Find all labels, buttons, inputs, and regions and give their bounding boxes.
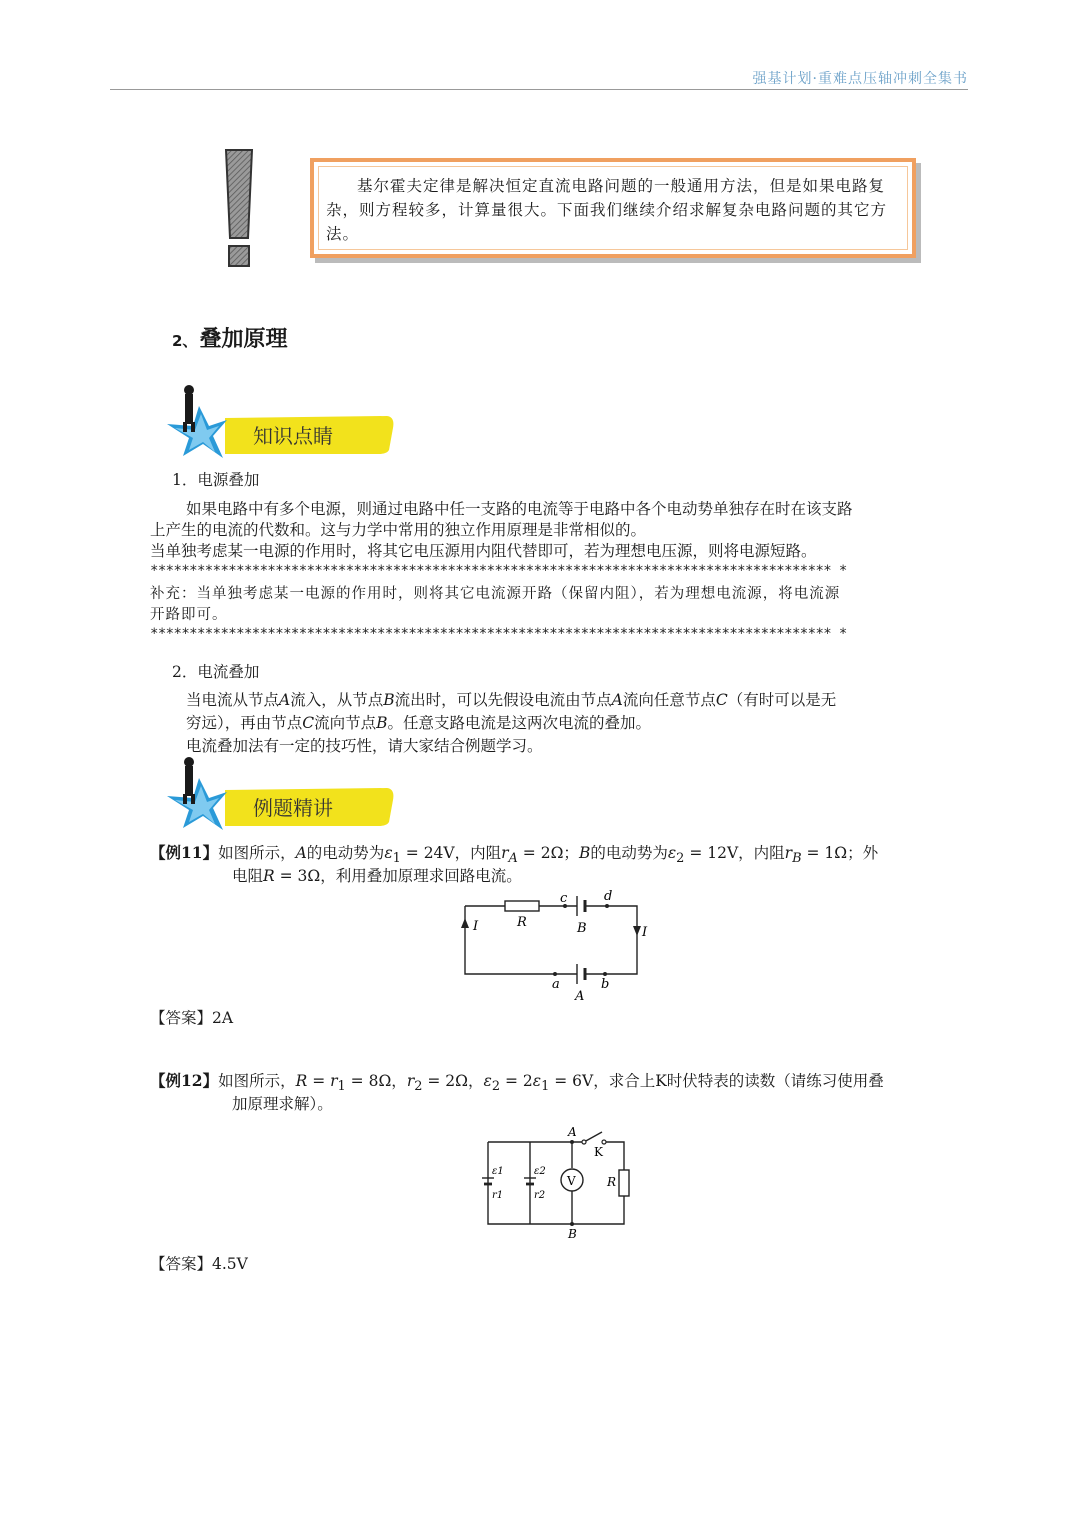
note-text: 基尔霍夫定律是解决恒定直流电路问题的一般通用方法，但是如果电路复杂，则方程较多，计算量很大。下面我们继续介绍求解复杂电路问题的其它方法。 — [326, 177, 888, 243]
voltmeter-icon: V — [567, 1174, 576, 1188]
example-banner — [165, 756, 395, 836]
fig2-label-e2: ε2 — [534, 1166, 546, 1177]
fig1-label-a: a — [552, 977, 560, 992]
header-title: 强基计划·重难点压轴冲刺全集书 — [752, 71, 968, 87]
ex12-answer-value: 4.5V — [212, 1255, 248, 1273]
ex11-line2: 电阻R = 3Ω，利用叠加原理求回路电流。 — [232, 867, 522, 885]
ex11-answer — [150, 1008, 233, 1029]
fig1-label-I-left: I — [473, 919, 479, 934]
item2-para1-line2: 穷远），再由节点C流向节点B。任意支路电流是这两次电流的叠加。 — [186, 714, 652, 732]
fig2-label-R: R — [607, 1175, 617, 1189]
ex12-line2: 加原理求解）。 — [232, 1095, 333, 1113]
ex12-label: 【例12】 — [150, 1071, 219, 1090]
fig2-label-B: B — [568, 1227, 577, 1240]
section-title — [172, 322, 287, 353]
ex11-circuit-figure — [455, 886, 655, 1004]
knowledge-banner-label: 知识点睛 — [253, 424, 333, 448]
fig1-label-b: b — [601, 977, 610, 992]
note-box — [310, 158, 916, 258]
item1-para1-line2: 上产生的电流的代数和。这与力学中常用的独立作用原理是非常相似的。 — [150, 521, 647, 539]
section-title-text: 叠加原理 — [199, 327, 288, 352]
item2-title: 2．电流叠加 — [172, 663, 260, 681]
ex11-line1: 【例11】如图所示，A的电动势为$\varepsilon_1 = 24V$，内阻$r_A = 2\Omega$；B的电动势为$\varepsilon_2 = 12V$，内阻$r_B = 1\Omega$；外 — [150, 843, 879, 867]
section-number: 2、 — [172, 332, 198, 350]
star-divider-top: *************************************************************************************** * — [150, 563, 847, 579]
fig2-label-A: A — [568, 1125, 577, 1139]
ex12-line1: 【例12】如图所示，$R = r_1 = 8\Omega$，$r_2 = 2\Omega$，$\varepsilon_2 = 2\varepsilon_1 = 6V$，求合上K时伏特表的读数（请练习使用叠 — [150, 1071, 884, 1095]
star-divider-bottom: *************************************************************************************** * — [150, 626, 847, 642]
supplement-line1: 补充：当单独考虑某一电源的作用时，则将其它电流源开路（保留内阻），若为理想电流源，将电流源 — [150, 586, 841, 602]
fig1-label-A: A — [575, 989, 585, 1004]
ex12-circuit-figure — [476, 1124, 638, 1240]
example-banner-label: 例题精讲 — [253, 796, 333, 820]
fig2-label-r2: r2 — [534, 1190, 546, 1201]
item1-para1-line1: 如果电路中有多个电源，则通过电路中任一支路的电流等于电路中各个电动势单独存在时在该支路 — [186, 500, 853, 518]
fig1-label-B: B — [577, 921, 587, 936]
fig1-label-I-right: I — [642, 925, 648, 940]
fig2-label-K: K — [594, 1145, 603, 1159]
fig2-label-r1: r1 — [492, 1190, 504, 1201]
item1-title: 1．电源叠加 — [172, 471, 260, 489]
ex12-answer-label: 【答案】 — [150, 1255, 213, 1273]
fig2-label-e1: ε1 — [492, 1166, 504, 1177]
supplement-line2: 开路即可。 — [150, 607, 228, 623]
header-rule — [110, 89, 968, 90]
fig1-label-d: d — [604, 889, 613, 904]
knowledge-banner — [165, 384, 395, 464]
exclamation-icon — [222, 148, 256, 270]
ex11-label: 【例11】 — [150, 843, 219, 862]
ex11-answer-value: 2A — [212, 1009, 234, 1027]
item2-para2: 电流叠加法有一定的技巧性，请大家结合例题学习。 — [186, 737, 543, 755]
ex12-answer — [150, 1254, 248, 1275]
fig1-label-R: R — [517, 915, 527, 930]
item1-para2: 当单独考虑某一电源的作用时，将其它电压源用内阻代替即可，若为理想电压源，则将电源短路。 — [150, 542, 817, 560]
fig1-label-c: c — [560, 891, 568, 906]
ex11-answer-label: 【答案】 — [150, 1009, 213, 1027]
item2-para1-line1: 当电流从节点A流入，从节点B流出时，可以先假设电流由节点A流向任意节点C（有时可以是无 — [186, 691, 837, 709]
